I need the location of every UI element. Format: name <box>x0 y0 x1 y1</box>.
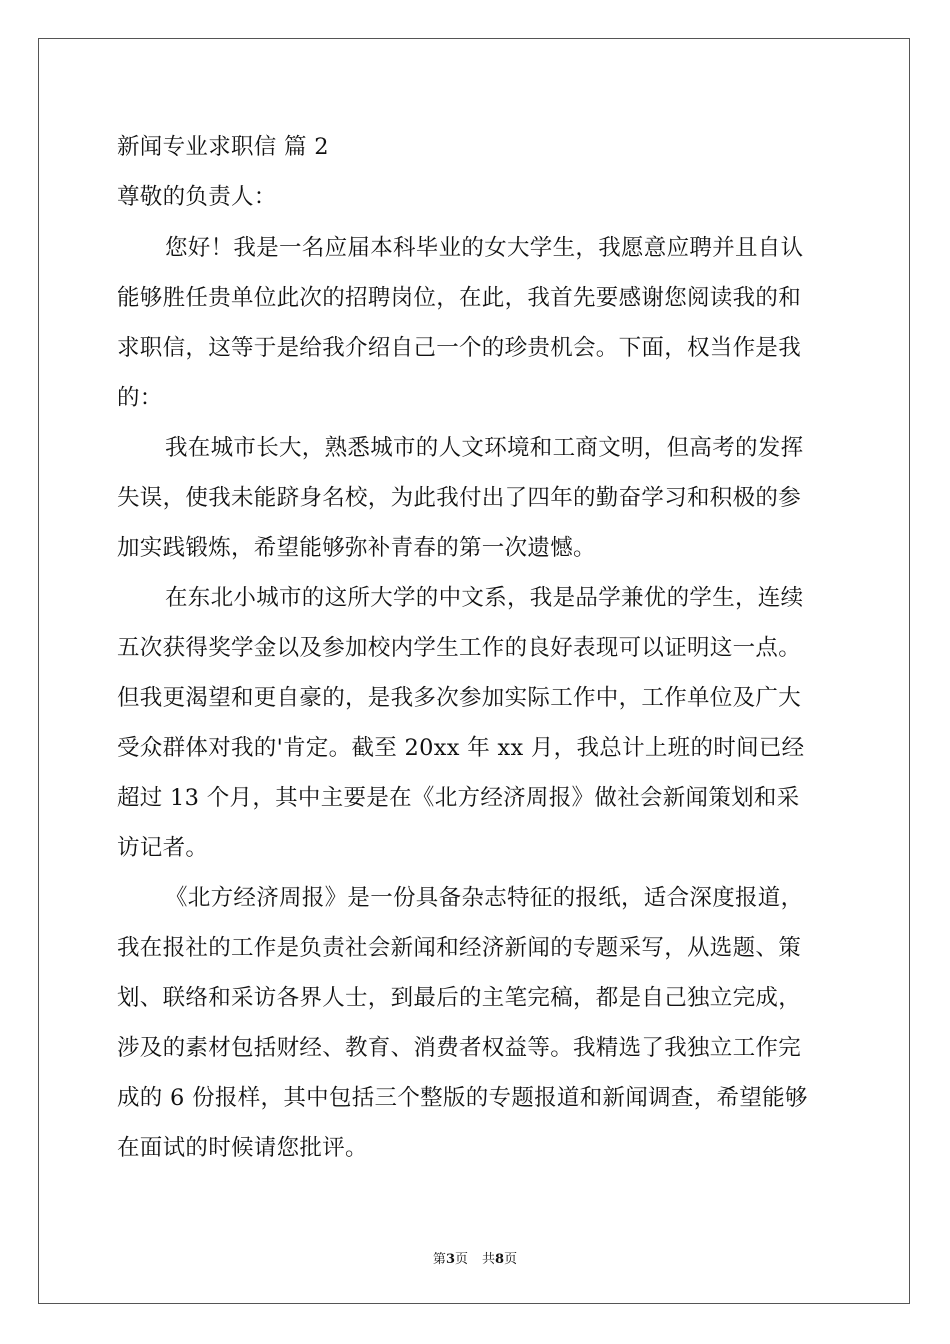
page-label-suffix: 页 <box>454 1252 468 1267</box>
paragraph-line: 《北方经济周报》是一份具备杂志特征的报纸，适合深度报道， <box>165 885 804 911</box>
total-pages: 8 <box>495 1252 505 1267</box>
page-label-prefix: 第 <box>432 1252 446 1267</box>
paragraph-line: 超过 13 个月，其中主要是在《北方经济周报》做社会新闻策划和采 <box>117 785 800 811</box>
paragraph-line: 加实践锻炼，希望能够弥补青春的第一次遗憾。 <box>117 535 596 561</box>
paragraph-line: 成的 6 份报样，其中包括三个整版的专题报道和新闻调查，希望能够 <box>117 1085 808 1111</box>
page-number: 3 <box>445 1252 455 1267</box>
total-label-prefix: 共 <box>482 1252 496 1267</box>
page-border <box>38 38 910 1304</box>
paragraph-line: 划、联络和采访各界人士，到最后的主笔完稿，都是自己独立完成， <box>117 985 802 1011</box>
paragraph-line: 失误，使我未能跻身名校，为此我付出了四年的勤奋学习和积极的参 <box>117 485 802 511</box>
paragraph-line: 求职信，这等于是给我介绍自己一个的珍贵机会。下面，权当作是我 <box>117 335 802 361</box>
paragraph-line: 但我更渴望和更自豪的，是我多次参加实际工作中，工作单位及广大 <box>117 685 802 711</box>
paragraph-line: 能够胜任贵单位此次的招聘岗位，在此，我首先要感谢您阅读我的和 <box>117 285 802 311</box>
paragraph-line: 的： <box>117 385 163 411</box>
paragraph-line: 您好！我是一名应届本科毕业的女大学生，我愿意应聘并且自认 <box>165 235 804 261</box>
page-footer <box>0 1248 950 1267</box>
total-label-suffix: 页 <box>504 1252 518 1267</box>
salutation: 尊敬的负责人： <box>117 184 277 210</box>
paragraph-line: 我在报社的工作是负责社会新闻和经济新闻的专题采写，从选题、策 <box>117 935 802 961</box>
section-title: 新闻专业求职信 篇 2 <box>117 134 329 160</box>
paragraph-line: 受众群体对我的'肯定。截至 20xx 年 xx 月，我总计上班的时间已经 <box>117 735 805 761</box>
paragraph-line: 涉及的素材包括财经、教育、消费者权益等。我精选了我独立工作完 <box>117 1035 802 1061</box>
paragraph-line: 在东北小城市的这所大学的中文系，我是品学兼优的学生，连续 <box>165 585 804 611</box>
paragraph-line: 访记者。 <box>117 835 209 861</box>
paragraph-line: 在面试的时候请您批评。 <box>117 1135 368 1161</box>
paragraph-line: 五次获得奖学金以及参加校内学生工作的良好表现可以证明这一点。 <box>117 635 802 661</box>
paragraph-line: 我在城市长大，熟悉城市的人文环境和工商文明，但高考的发挥 <box>165 435 804 461</box>
